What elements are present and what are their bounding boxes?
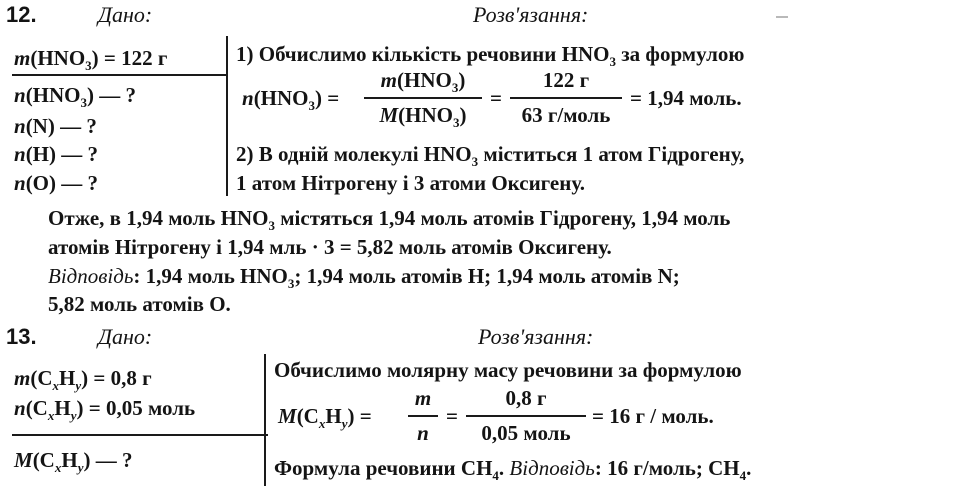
problem-13-fraction-bar-1: [408, 415, 438, 417]
problem-12-formula-result: = 1,94 моль.: [630, 86, 742, 110]
problem-12-vertical-divider: [226, 36, 228, 196]
problem-13-formula-numerator-2: 0,8 г: [505, 386, 547, 410]
problem-12-given-mass: $m(HNO_3) = 122$ г: [14, 46, 168, 73]
problem-13-vertical-divider: [264, 354, 266, 486]
problem-12-find-n-o: n(O) — ?: [14, 171, 99, 195]
problem-13-formula-lhs: $M(C_xH_y)$ =: [278, 404, 372, 431]
problem-12-formula-numerator-2: 122 г: [542, 68, 590, 92]
problem-13-formula-equals: =: [446, 404, 458, 428]
problem-12-find-n-hno3: $n(HNO_3)$ — ?: [14, 83, 137, 110]
problem-13-find: $M(C_xH_y)$ — ?: [14, 448, 133, 475]
problem-13-number: 13.: [6, 324, 37, 349]
problem-13-formula-denominator-2: 0,05 моль: [481, 421, 571, 445]
problem-12-find-n-h: n(H) — ?: [14, 142, 99, 166]
problem-12-conclusion: Отже, в 1,94 моль $HNO_3$ містяться 1,94 моль атомів Гідрогену, 1,94 моль: [48, 206, 731, 233]
problem-13-given-header: Дано:: [98, 324, 153, 349]
problem-13-formula-numerator-1: m: [414, 386, 432, 410]
problem-12-step1: 1) Обчислимо кількість речовини $HNO_3$ за формулою: [236, 42, 745, 69]
problem-13-final-line: Формула речовини $CH_4$. Відповідь: 16 г/моль; $CH_4$.: [274, 456, 752, 483]
scan-mark: [776, 16, 788, 18]
problem-13-given-amount: $n(C_xH_y) = 0,05$ моль: [14, 396, 196, 423]
problem-12-formula-denominator-2: 63 г/моль: [521, 103, 611, 127]
problem-12-step2-line2: 1 атом Нітрогену і 3 атоми Оксигену.: [236, 171, 585, 195]
problem-13-fraction-bar-2: [466, 415, 586, 417]
problem-12-step2: 2) В одній молекулі $HNO_3$ міститься 1 атом Гідрогену,: [236, 142, 745, 169]
problem-12-given-divider: [12, 74, 228, 76]
problem-12-formula-numerator-1: $m(HNO_3)$: [380, 68, 466, 95]
problem-13-solution-header: Розв'язання:: [478, 324, 594, 349]
problem-12-answer: Відповідь: 1,94 моль $HNO_3$; 1,94 моль атомів H; 1,94 моль атомів N;: [48, 264, 680, 291]
problem-12-fraction-bar-1: [364, 97, 482, 99]
problem-13-given-mass: $m(C_xH_y) = 0,8$ г: [14, 366, 152, 393]
problem-12-formula-lhs: $n(HNO_3)$ =: [242, 86, 340, 113]
problem-12-find-n-n: n(N) — ?: [14, 114, 97, 138]
problem-13-formula-denominator-1: n: [417, 421, 429, 445]
problem-12-conclusion-line2: атомів Нітрогену і 1,94 мль · 3 = 5,82 моль атомів Оксигену.: [48, 235, 612, 259]
problem-12-given-header: Дано:: [98, 2, 153, 27]
problem-12-fraction-bar-2: [510, 97, 622, 99]
problem-13-line1: Обчислимо молярну масу речовини за формулою: [274, 358, 742, 382]
problem-12-formula-denominator-1: $M(HNO_3)$: [379, 103, 467, 130]
problem-13-given-divider: [12, 434, 268, 436]
problem-12-answer-line2: 5,82 моль атомів O.: [48, 292, 231, 316]
problem-12-formula-equals: =: [490, 86, 502, 110]
problem-12-number: 12.: [6, 2, 37, 27]
problem-13-formula-result: = 16 г / моль.: [592, 404, 714, 428]
problem-12-solution-header: Розв'язання:: [473, 2, 589, 27]
